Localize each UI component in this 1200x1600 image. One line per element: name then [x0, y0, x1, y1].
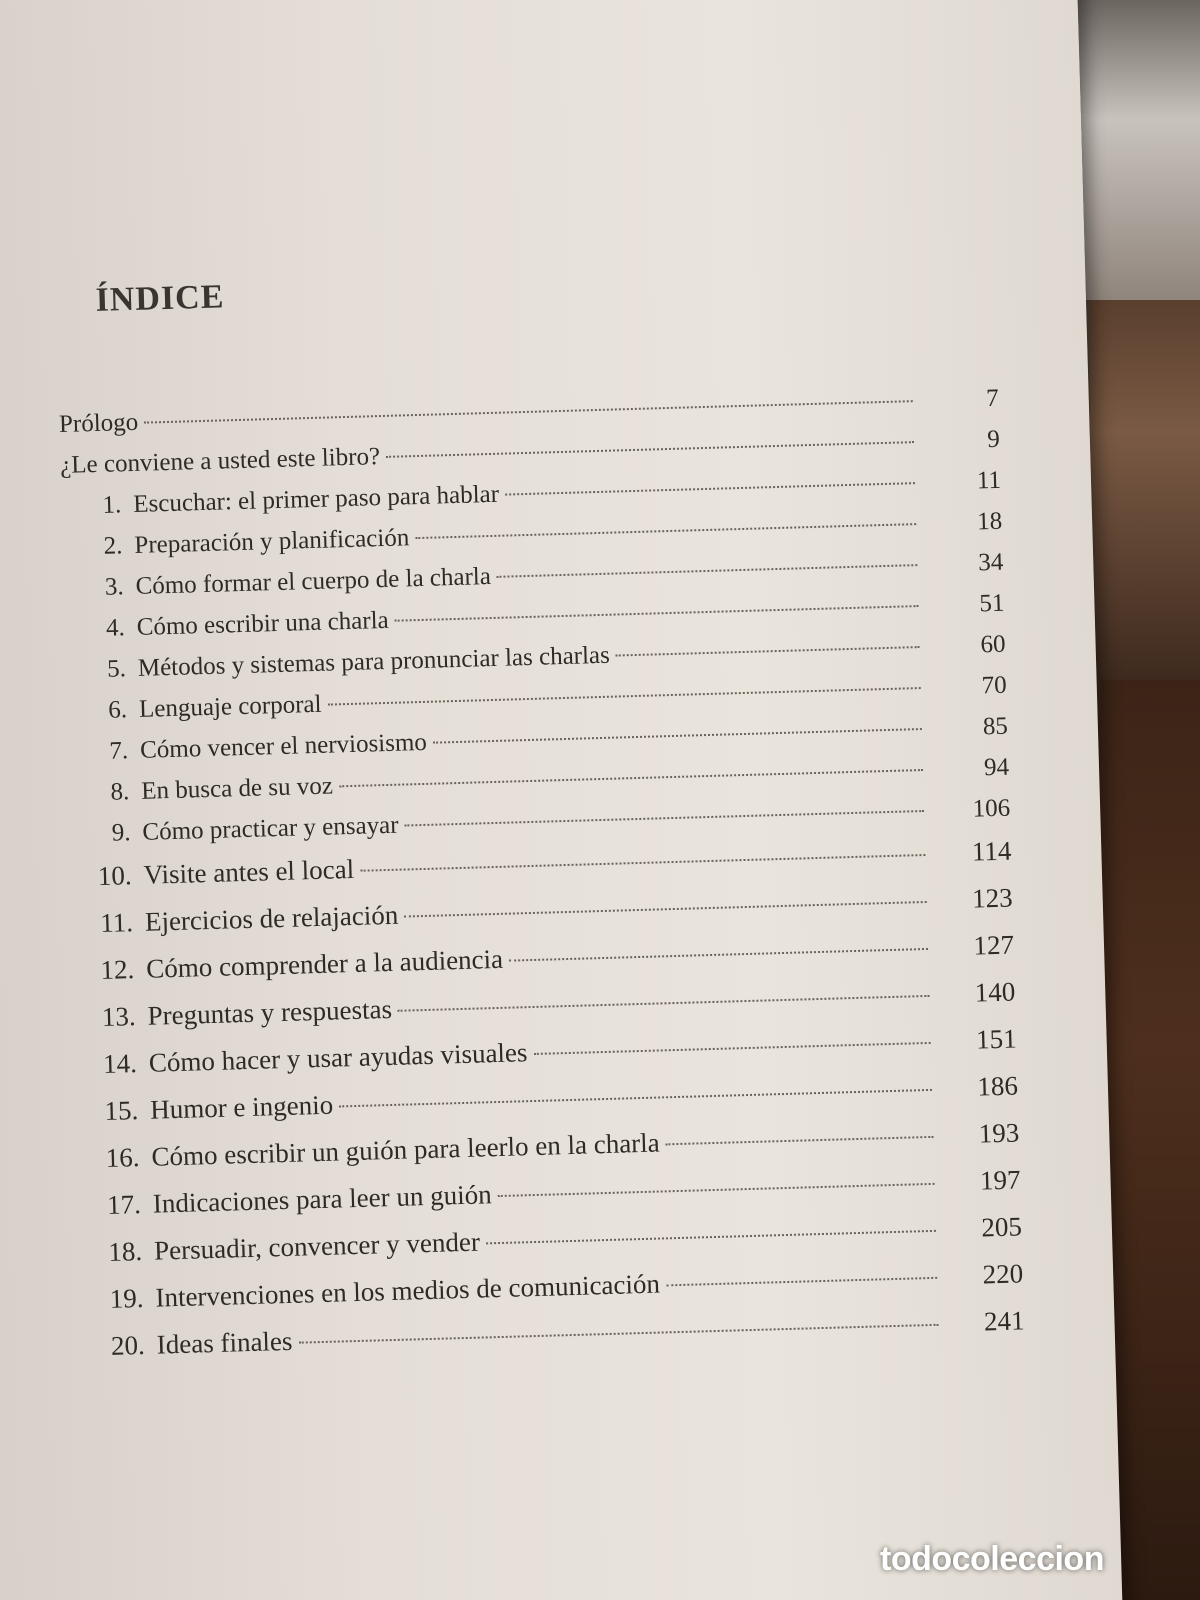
toc-entry-number: 7. [109, 737, 129, 765]
toc-entry-page: 193 [978, 1117, 1020, 1149]
table-of-contents [59, 385, 1026, 1379]
toc-dot-leader [486, 1230, 936, 1245]
toc-dot-leader [433, 728, 922, 744]
toc-dot-leader [404, 810, 924, 827]
toc-entry-page: 85 [982, 712, 1009, 741]
toc-entry-number: 18. [108, 1236, 143, 1267]
toc-entry-page: 123 [971, 882, 1014, 914]
toc-entry-number: 8. [110, 778, 130, 806]
toc-dot-leader [360, 854, 925, 872]
toc-entry-page: 241 [983, 1305, 1025, 1337]
toc-entry-number: 11. [99, 907, 134, 939]
toc-dot-leader [298, 1324, 938, 1344]
toc-entry-title: Intervenciones en los medios de comunicación [155, 1268, 661, 1313]
toc-entry-page: 140 [974, 976, 1016, 1008]
toc-entry-number: 13. [101, 1001, 137, 1033]
toc-entry-title: Preguntas y respuestas [147, 993, 393, 1031]
toc-dot-leader [339, 769, 923, 787]
toc-entry-page: 94 [983, 753, 1010, 782]
toc-entry-title: Lenguaje corporal [138, 690, 322, 723]
toc-entry-title: Ejercicios de relajación [144, 899, 399, 937]
toc-dot-leader [497, 564, 917, 578]
toc-entry-page: 70 [981, 671, 1008, 700]
toc-entry-number: 16. [105, 1142, 140, 1173]
toc-dot-leader [498, 1183, 935, 1197]
toc-entry-title: Persuadir, convencer y vender [153, 1226, 481, 1266]
toc-dot-leader [616, 646, 920, 656]
toc-entry-number: 14. [102, 1048, 138, 1080]
toc-entry-number: 20. [110, 1329, 146, 1361]
toc-dot-leader [386, 441, 914, 458]
toc-dot-leader [144, 400, 913, 423]
toc-entry-title: Cómo comprender a la audiencia [145, 943, 504, 984]
toc-entry-page: 186 [976, 1070, 1019, 1102]
toc-dot-leader [666, 1136, 934, 1145]
toc-entry-page: 34 [977, 548, 1004, 577]
toc-entry-title: Cómo hacer y usar ayudas visuales [148, 1037, 528, 1078]
toc-entry-title: En busca de su voz [140, 772, 334, 805]
background-wood-panel [1090, 300, 1200, 680]
toc-entry-page: 18 [976, 507, 1003, 536]
toc-entry-number: 5. [106, 655, 127, 683]
toc-entry-number: 4. [105, 614, 126, 642]
toc-entry-number: 1. [102, 491, 122, 519]
toc-dot-leader [415, 523, 916, 539]
toc-entry-title: Indicaciones para leer un guión [152, 1179, 492, 1219]
toc-dot-leader [505, 482, 915, 495]
toc-entry-page: 60 [980, 630, 1006, 659]
toc-entry-page: 114 [971, 835, 1012, 867]
toc-entry-page: 205 [980, 1211, 1023, 1243]
toc-entry-number: 12. [100, 954, 135, 986]
toc-entry-number: 19. [109, 1282, 144, 1314]
toc-dot-leader [339, 1089, 932, 1108]
toc-entry-title: Cómo escribir un guión para leerlo en la charla [151, 1127, 661, 1172]
toc-entry-title: Ideas finales [156, 1325, 293, 1360]
toc-dot-leader [404, 901, 926, 918]
toc-entry-title: Visite antes el local [143, 853, 355, 890]
toc-entry-title: Humor e ingenio [149, 1089, 334, 1125]
toc-entry-page: 106 [972, 794, 1011, 823]
watermark-logo: todocoleccion [880, 1540, 1104, 1578]
toc-entry-number: 2. [103, 532, 123, 560]
toc-entry-title: Métodos y sistemas para pronunciar las charlas [137, 641, 611, 682]
toc-entry-page: 11 [976, 466, 1002, 495]
toc-entry-title: Preparación y planificación [134, 524, 410, 559]
toc-entry-title: Prólogo [58, 408, 139, 438]
toc-entry-page: 7 [985, 384, 1000, 413]
toc-entry-number: 10. [97, 860, 133, 892]
toc-entry-number: 3. [104, 573, 124, 601]
toc-entry-title: ¿Le conviene a usted este libro? [59, 443, 381, 479]
toc-entry-title: Cómo vencer el nerviosismo [139, 728, 428, 764]
toc-dot-leader [666, 1277, 937, 1287]
toc-dot-leader [327, 687, 920, 706]
toc-entry-page: 127 [973, 929, 1015, 961]
toc-entry-number: 17. [106, 1189, 142, 1220]
toc-entry-page: 51 [979, 589, 1005, 618]
toc-entry-title: Cómo practicar y ensayar [142, 811, 399, 846]
toc-entry-page: 197 [979, 1164, 1021, 1196]
toc-entry-number: 6. [107, 696, 128, 724]
toc-dot-leader [395, 605, 919, 622]
toc-entry-title: Escuchar: el primer paso para hablar [132, 480, 500, 518]
toc-dot-leader [509, 948, 928, 962]
toc-entry-page: 220 [982, 1258, 1024, 1290]
toc-dot-leader [398, 995, 929, 1012]
toc-entry-page: 151 [975, 1023, 1017, 1055]
toc-dot-leader [533, 1042, 930, 1055]
toc-entry-number: 15. [104, 1095, 139, 1126]
toc-entry-page: 9 [986, 425, 1001, 454]
toc-entry-title: Cómo escribir una charla [136, 606, 390, 641]
toc-entry-title: Cómo formar el cuerpo de la charla [135, 563, 492, 600]
page-title: ÍNDICE [95, 278, 225, 319]
toc-entry-number: 9. [111, 819, 131, 847]
